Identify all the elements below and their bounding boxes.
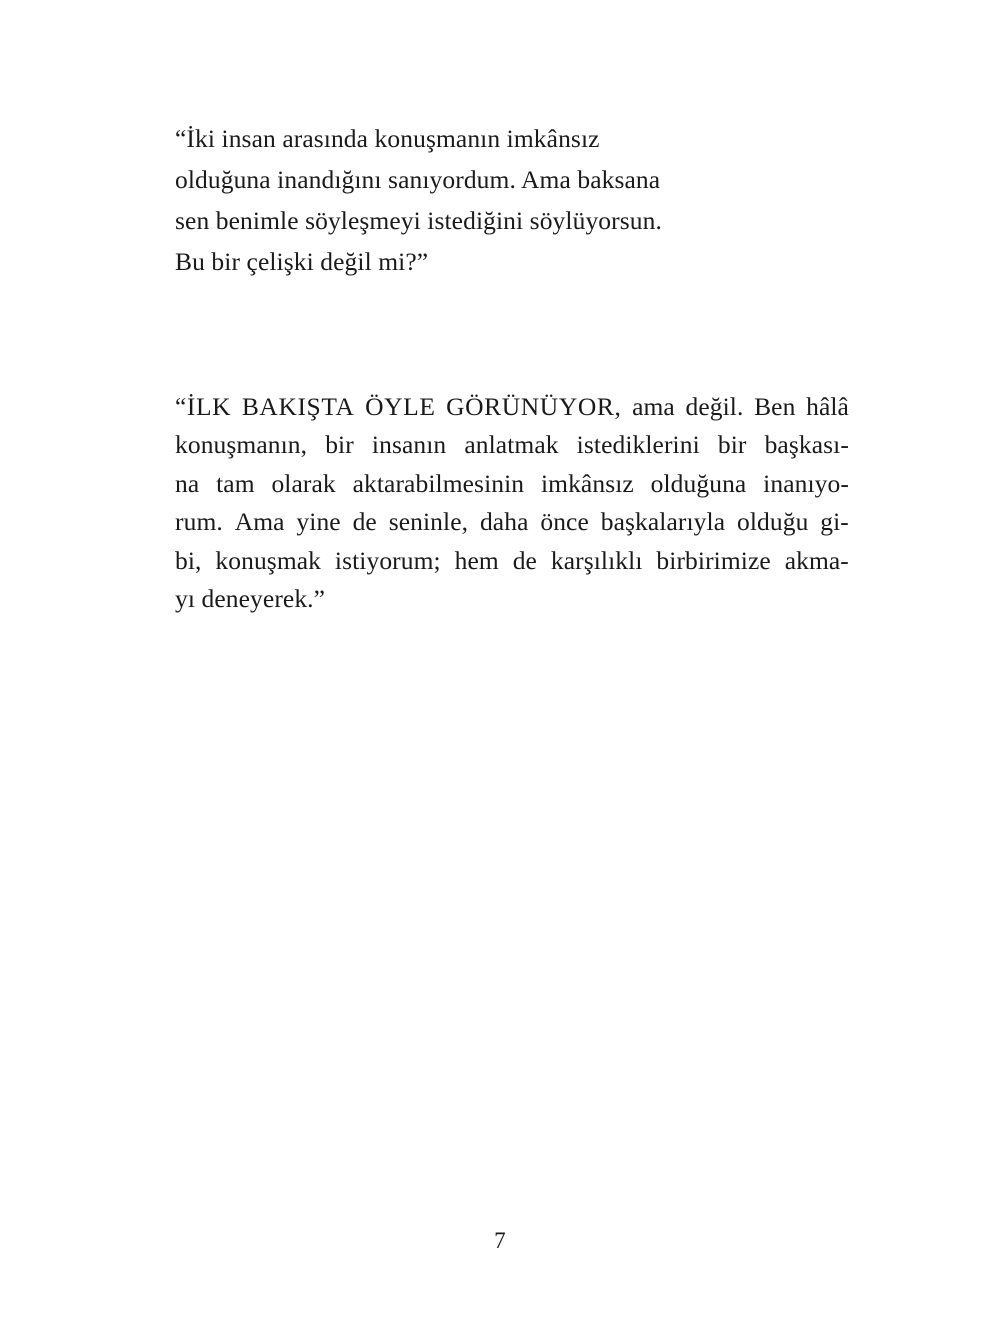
word: aktarabilmesinin	[352, 468, 525, 498]
word: de	[512, 545, 537, 575]
word: seninle,	[388, 507, 469, 537]
word: başkalarıyla	[600, 507, 726, 537]
word: olduğu	[736, 507, 809, 537]
word: rum.	[175, 507, 223, 537]
word: istiyorum;	[334, 545, 441, 575]
word: inanıyo-	[763, 468, 849, 498]
word: hem	[454, 545, 499, 575]
passage-two	[175, 388, 849, 618]
word: de	[352, 507, 377, 537]
word: ama	[632, 392, 675, 421]
word: bi,	[175, 545, 202, 575]
word: olarak	[271, 468, 336, 498]
word: na	[175, 468, 200, 498]
word: yine	[296, 507, 341, 537]
word: tam	[216, 468, 255, 498]
word: “İLK	[175, 392, 232, 421]
passage-one-line: sen benimle söyleşmeyi istediğini söylüyorsun.	[175, 206, 662, 235]
page-number: 7	[494, 1228, 506, 1253]
word: hâlâ	[806, 392, 849, 421]
word: konuşmanın,	[175, 430, 308, 460]
word: BAKIŞTA	[241, 392, 355, 421]
word: akma-	[784, 545, 849, 575]
word: daha	[479, 507, 529, 537]
word: karşılıklı	[550, 545, 643, 575]
word: değil.	[685, 392, 744, 421]
word: önce	[540, 507, 589, 537]
word: konuşmak	[215, 545, 322, 575]
word: GÖRÜNÜYOR,	[446, 392, 622, 421]
passage-two-line	[175, 542, 849, 580]
word: imkânsız	[540, 468, 634, 498]
passage-two-line: yı deneyerek.”	[175, 584, 326, 614]
word: birbirimize	[656, 545, 771, 575]
word: Ama	[234, 507, 285, 537]
word: ÖYLE	[365, 392, 436, 421]
word: olduğuna	[650, 468, 747, 498]
passage-one	[175, 118, 715, 282]
word: insanın	[371, 430, 447, 460]
word: anlatmak	[464, 430, 559, 460]
word: Ben	[754, 392, 796, 421]
word: istediklerini	[576, 430, 700, 460]
passage-two-line	[175, 388, 849, 426]
passage-two-line	[175, 465, 849, 503]
passage-one-line: “İki insan arasında konuşmanın imkânsız	[175, 124, 600, 153]
word: başkası-	[764, 430, 849, 460]
passage-two-line	[175, 426, 849, 464]
word: gi-	[820, 507, 849, 537]
word: bir	[325, 430, 354, 460]
passage-one-line: Bu bir çelişki değil mi?”	[175, 247, 429, 276]
word: bir	[717, 430, 747, 460]
passage-two-line	[175, 503, 849, 541]
passage-one-line: olduğuna inandığını sanıyordum. Ama baksana	[175, 165, 661, 194]
